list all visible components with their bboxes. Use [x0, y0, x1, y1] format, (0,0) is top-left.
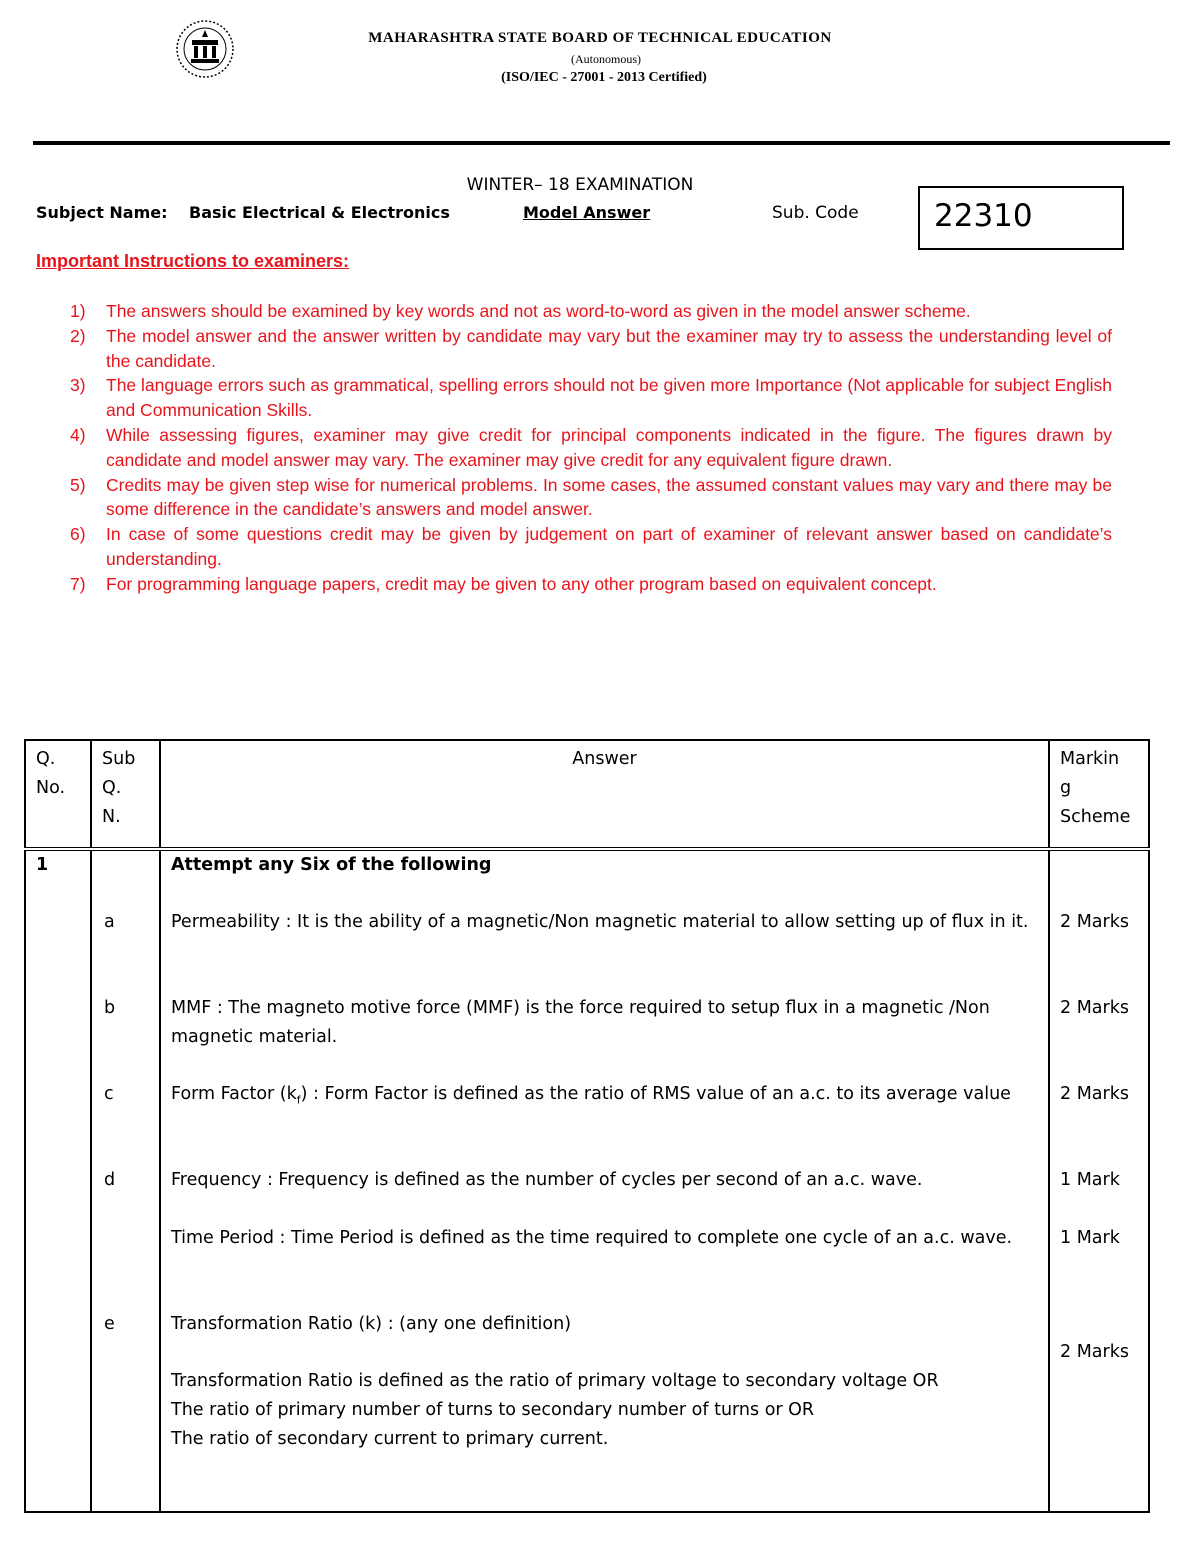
answer-text: Frequency : Frequency is defined as the number of cycles per second of an a.c. wave. — [171, 1170, 923, 1190]
header-q-no-line: Q. — [36, 749, 56, 769]
header-q-no — [25, 740, 91, 849]
board-iso-certification: (ISO/IEC - 27001 - 2013 Certified) — [501, 70, 707, 85]
instruction-item — [36, 473, 1112, 523]
instruction-item — [36, 572, 1112, 597]
instruction-number: 4) — [70, 424, 86, 445]
sub-question-label: a — [104, 912, 115, 932]
answer-text — [171, 1080, 1037, 1115]
answer-text: Transformation Ratio is defined as the ratio of primary voltage to secondary voltage OR — [171, 1371, 939, 1391]
header-sub-line: Q. — [102, 778, 122, 798]
marks-value: 2 Marks — [1060, 1342, 1129, 1362]
exam-title: WINTER– 18 EXAMINATION — [466, 175, 694, 195]
sub-question-label: b — [104, 998, 116, 1018]
header-sub-line: N. — [102, 807, 121, 827]
marks-value: 2 Marks — [1060, 998, 1129, 1018]
table-row — [25, 849, 1149, 1512]
board-autonomous: (Autonomous) — [571, 52, 641, 66]
answer-text: MMF : The magneto motive force (MMF) is the force required to setup flux in a magnetic /Non magnetic material. — [171, 998, 990, 1047]
marks-cell — [1049, 849, 1149, 1512]
instruction-number: 2) — [70, 325, 86, 346]
header-q-no-line: No. — [36, 778, 66, 798]
answer-text: Transformation Ratio (k) : (any one definition) — [171, 1314, 572, 1334]
instruction-text: While assessing figures, examiner may give credit for principal components indicated in the figure. The figures drawn by candidate and model answer may vary. The examiner may give credit for any equivalent figure drawn. — [106, 424, 1112, 470]
header-marking-line: g — [1060, 778, 1072, 798]
marks-value: 2 Marks — [1060, 912, 1129, 932]
sub-question-label: c — [104, 1084, 114, 1104]
instruction-number: 6) — [70, 524, 86, 545]
instruction-text: For programming language papers, credit may be given to any other program based on equivalent concept. — [106, 573, 937, 594]
instruction-item — [36, 522, 1112, 572]
instruction-text: In case of some questions credit may be given by judgement on part of examiner of relevant answer based on candidate’s understanding. — [106, 524, 1112, 569]
answer-table — [24, 739, 1150, 1513]
instruction-item — [36, 423, 1112, 473]
marks-value: 1 Mark — [1060, 1170, 1120, 1190]
subject-name: Basic Electrical & Electronics — [189, 203, 450, 222]
instruction-number: 3) — [70, 375, 86, 396]
sub-q-cell — [91, 849, 160, 1512]
sub-question-label: d — [104, 1170, 116, 1190]
instruction-item — [36, 299, 1112, 324]
instruction-text: The answers should be examined by key words and not as word-to-word as given in the model answer scheme. — [106, 301, 971, 321]
q-no-cell — [25, 849, 91, 1512]
marks-value: 2 Marks — [1060, 1084, 1129, 1104]
table-header-row — [25, 740, 1149, 849]
answer-text: Permeability : It is the ability of a magnetic/Non magnetic material to allow setting up of flux in it. — [171, 912, 1029, 932]
subject-label: Subject Name: — [36, 203, 168, 222]
answer-subscript: f — [296, 1093, 301, 1107]
instructions-list — [36, 299, 1112, 597]
header-answer-label: Answer — [572, 749, 637, 769]
header-divider — [33, 141, 1170, 145]
header-answer — [160, 740, 1049, 849]
instruction-number: 1) — [70, 301, 86, 321]
model-answer-label: Model Answer — [523, 203, 651, 222]
answer-text-part: Form Factor (k — [171, 1084, 297, 1104]
header-sub-line: Sub — [102, 749, 136, 769]
question-heading: Attempt any Six of the following — [171, 855, 492, 875]
instruction-text: The model answer and the answer written by candidate may vary but the examiner may try to assess the understanding level of the candidate. — [106, 325, 1112, 371]
answer-text: Time Period : Time Period is defined as the time required to complete one cycle of an a.c. wave. — [171, 1228, 1013, 1248]
instructions-heading: Important Instructions to examiners: — [36, 251, 350, 271]
answer-cell — [160, 849, 1049, 1512]
board-name: MAHARASHTRA STATE BOARD OF TECHNICAL EDUCATION — [368, 30, 832, 46]
sub-code-box — [918, 186, 1124, 250]
instruction-text: Credits may be given step wise for numerical problems. In some cases, the assumed constant values may vary and there may be some difference in the candidate’s answers and model answer. — [106, 474, 1112, 520]
header-marking-line: Scheme — [1060, 807, 1131, 827]
header-sub-q — [91, 740, 160, 849]
answer-text: The ratio of primary number of turns to secondary number of turns or OR — [171, 1400, 815, 1420]
sub-question-label: e — [104, 1314, 115, 1334]
answer-text: The ratio of secondary current to primary current. — [171, 1429, 609, 1449]
header-marking — [1049, 740, 1149, 849]
instruction-number: 7) — [70, 573, 86, 594]
sub-code-label: Sub. Code — [772, 203, 859, 223]
answer-text-part: ) : Form Factor is defined as the ratio of RMS value of an a.c. to its average value — [300, 1084, 1011, 1104]
instruction-text: The language errors such as grammatical, spelling errors should not be given more Importance (Not applicable for subject English and Communication Skills. — [106, 375, 1112, 421]
question-number: 1 — [36, 855, 49, 875]
marks-value: 1 Mark — [1060, 1228, 1120, 1248]
instruction-number: 5) — [70, 474, 86, 495]
header-marking-line: Markin — [1060, 749, 1120, 769]
instruction-item — [36, 373, 1112, 423]
sub-code-value: 22310 — [934, 198, 1033, 234]
instruction-item — [36, 324, 1112, 374]
